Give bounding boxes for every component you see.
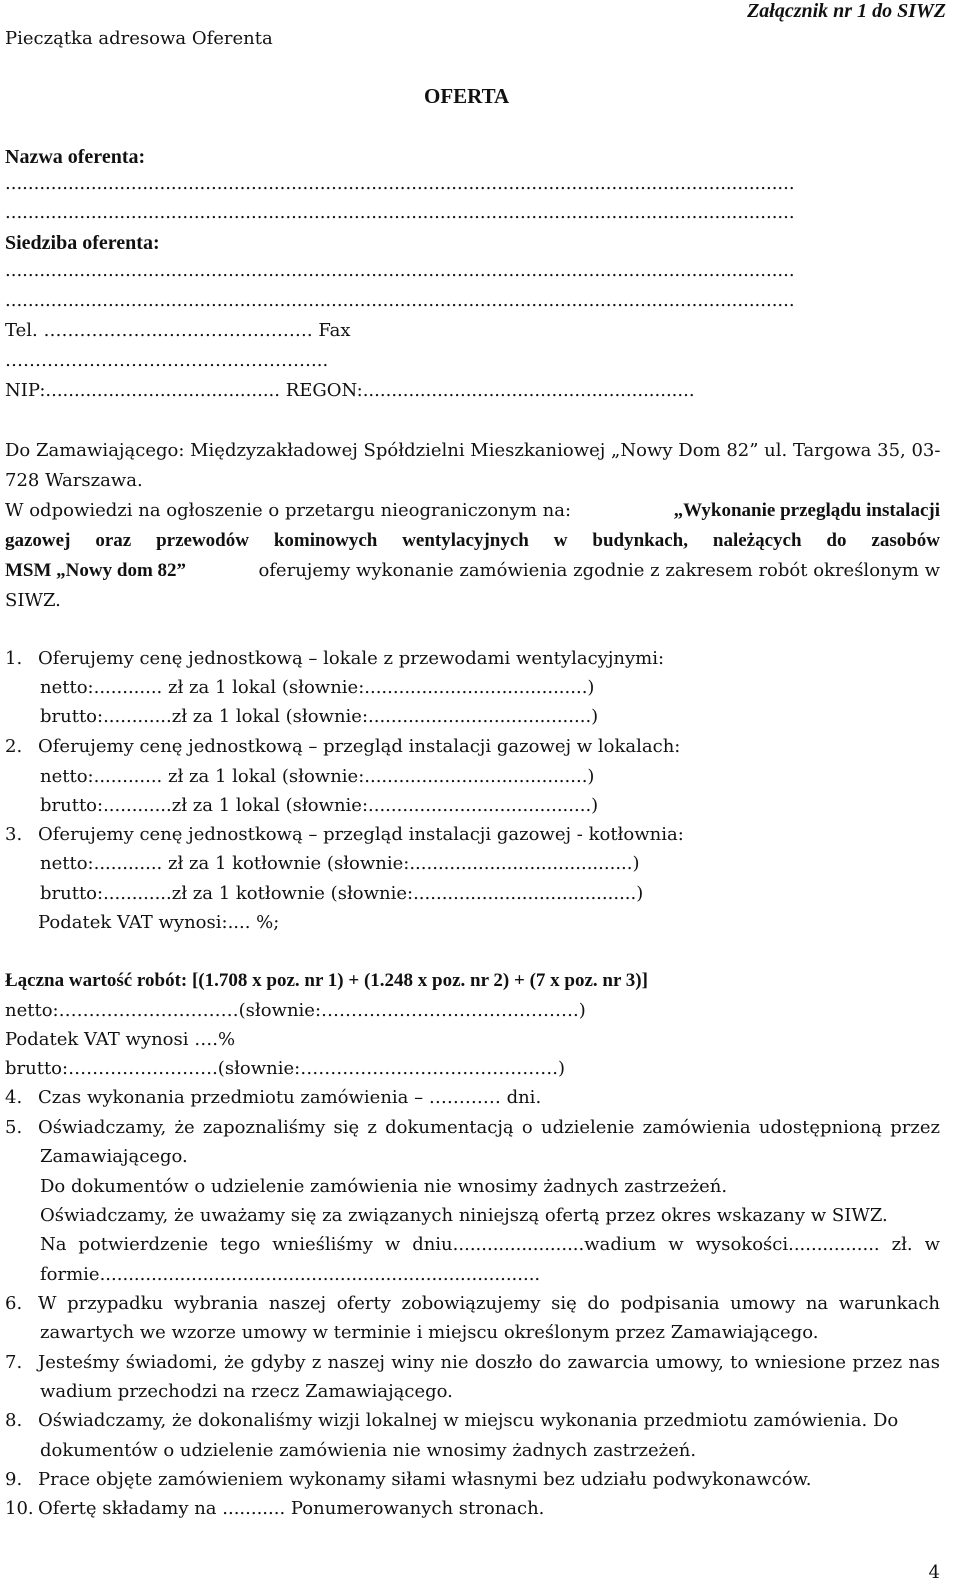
price-item-3-brutto[interactable]: brutto:............zł za 1 kotłownie (słownie:.......................................)	[40, 883, 644, 904]
item-7-line-2: wadium przechodzi na rzecz Zamawiającego.	[40, 1381, 453, 1402]
response-line-4: SIWZ.	[5, 590, 61, 611]
price-item-1-number: 1.	[5, 648, 23, 669]
item-5-line-6[interactable]: formie.............................................................................	[40, 1264, 541, 1285]
item-8-line-1: 8. Oświadczamy, że dokonaliśmy wizji lokalnej w miejscu wykonania przedmiotu zamówienia. Do	[5, 1410, 899, 1431]
total-vat[interactable]: Podatek VAT wynosi ….%	[5, 1029, 236, 1050]
price-item-2-number: 2.	[5, 736, 23, 757]
attachment-label: Załącznik nr 1 do SIWZ	[747, 0, 946, 22]
price-item-2-brutto[interactable]: brutto:............zł za 1 lokal (słownie:.......................................)	[40, 795, 599, 816]
stamp-label: Pieczątka adresowa Oferenta	[5, 28, 273, 49]
item-5-line-2: Zamawiającego.	[40, 1146, 188, 1167]
total-value-title: Łączna wartość robót: [(1.708 x poz. nr 1) + (1.248 x poz. nr 2) + (7 x poz. nr 3)]	[5, 970, 648, 991]
item-5-line-5[interactable]: Na potwierdzenie tego wnieśliśmy w dniu.......................wadium w wysokości................ zł. w	[40, 1234, 940, 1255]
price-item-1-netto[interactable]: netto:............ zł za 1 lokal (słownie:.......................................)	[40, 677, 595, 698]
page-title: OFERTA	[424, 84, 510, 108]
total-brutto[interactable]: brutto:…………………….(słownie:…………………………………….)	[5, 1058, 565, 1079]
response-line-3	[5, 560, 940, 582]
total-netto[interactable]: netto:…………………………(słownie:…………………………………….)	[5, 1000, 586, 1021]
response-intro-text: W odpowiedzi na ogłoszenie o przetargu nieograniczonym na:	[5, 500, 572, 521]
price-item-3-title: 3. Oferujemy cenę jednostkową – przegląd instalacji gazowej - kotłownia:	[5, 824, 684, 845]
item-6-line-1: 6. W przypadku wybrania naszej oferty zobowiązujemy się do podpisania umowy na warunkach	[5, 1293, 940, 1314]
price-item-3-number: 3.	[5, 824, 23, 845]
nip-regon-line[interactable]: NIP:......................................... REGON:..........................................................	[5, 380, 695, 401]
item-5-line-4: Oświadczamy, że uważamy się za związanych niniejszą ofertą przez okres wskazany w SIWZ.	[40, 1205, 888, 1226]
item-7-number: 7.	[5, 1352, 23, 1373]
bidder-name-field-2[interactable]: ..........................................................................................................................................	[5, 202, 795, 223]
price-item-3-netto[interactable]: netto:............ zł za 1 kotłownie (słownie:.......................................)	[40, 853, 640, 874]
price-vat[interactable]: Podatek VAT wynosi:.... %;	[38, 912, 280, 933]
tender-subject-start: „Wykonanie przeglądu instalacji	[673, 500, 940, 521]
item-10-number: 10.	[5, 1498, 34, 1519]
bidder-name-label: Nazwa oferenta:	[5, 146, 146, 168]
item-10	[5, 1498, 544, 1519]
bidder-name-field-1[interactable]: ..........................................................................................................................................	[5, 173, 795, 194]
price-item-2-title: 2. Oferujemy cenę jednostkową – przegląd instalacji gazowej w lokalach:	[5, 736, 681, 757]
item-5-number: 5.	[5, 1117, 23, 1138]
item-4	[5, 1087, 541, 1108]
bidder-seat-label: Siedziba oferenta:	[5, 232, 160, 254]
contracting-authority-line-1: Do Zamawiającego: Międzyzakładowej Spółdzielni Mieszkaniowej „Nowy Dom 82” ul. Targowa 35, 03-	[5, 440, 941, 461]
item-8-number: 8.	[5, 1410, 23, 1431]
item-9: 9. Prace objęte zamówieniem wykonamy siłami własnymi bez udziału podwykonawców.	[5, 1469, 812, 1490]
price-item-2-netto[interactable]: netto:............ zł za 1 lokal (słownie:.......................................)	[40, 766, 595, 787]
item-4-number: 4.	[5, 1087, 23, 1108]
bidder-seat-field-1[interactable]: ..........................................................................................................................................	[5, 260, 795, 281]
tender-subject-end: MSM „Nowy dom 82”	[5, 560, 187, 581]
item-5-line-1: 5. Oświadczamy, że zapoznaliśmy się z dokumentacją o udzielenie zamówienia udostępnioną przez	[5, 1117, 940, 1138]
bidder-seat-field-2[interactable]: ..........................................................................................................................................	[5, 290, 795, 311]
item-6-line-2: zawartych we wzorze umowy w terminie i miejscu określonym przez Zamawiającego.	[40, 1322, 819, 1343]
tender-subject-line-2: gazowej oraz przewodów kominowych wentylacyjnych w budynkach, należących do zasobów	[5, 530, 940, 551]
tel-fax-line[interactable]: Tel. ………………..……………………. Fax	[5, 320, 351, 341]
item-6-number: 6.	[5, 1293, 23, 1314]
item-10-text[interactable]: Ofertę składamy na ........... Ponumerowanych stronach.	[38, 1498, 545, 1519]
item-5-line-3: Do dokumentów o udzielenie zamówienia nie wnosimy żadnych zastrzeżeń.	[40, 1176, 728, 1197]
response-line-1	[5, 500, 940, 522]
item-9-number: 9.	[5, 1469, 23, 1490]
item-8-line-2: dokumentów o udzielenie zamówienia nie wnosimy żadnych zastrzeżeń.	[40, 1440, 697, 1461]
response-offer-text: oferujemy wykonanie zamówienia zgodnie z zakresem robót określonym w	[258, 560, 940, 581]
contracting-authority-line-2: 728 Warszawa.	[5, 470, 143, 491]
price-item-1-title: 1. Oferujemy cenę jednostkową – lokale z przewodami wentylacyjnymi:	[5, 648, 665, 669]
fax-field[interactable]: ……………………………………………...	[5, 350, 329, 371]
item-4-text[interactable]: Czas wykonania przedmiotu zamówienia – ………… dni.	[38, 1087, 542, 1108]
page-number: 4	[928, 1562, 940, 1583]
price-item-1-brutto[interactable]: brutto:............zł za 1 lokal (słownie:.......................................)	[40, 706, 599, 727]
item-7-line-1: 7. Jesteśmy świadomi, że gdyby z naszej winy nie doszło do zawarcia umowy, to wniesione przez nas	[5, 1352, 940, 1373]
